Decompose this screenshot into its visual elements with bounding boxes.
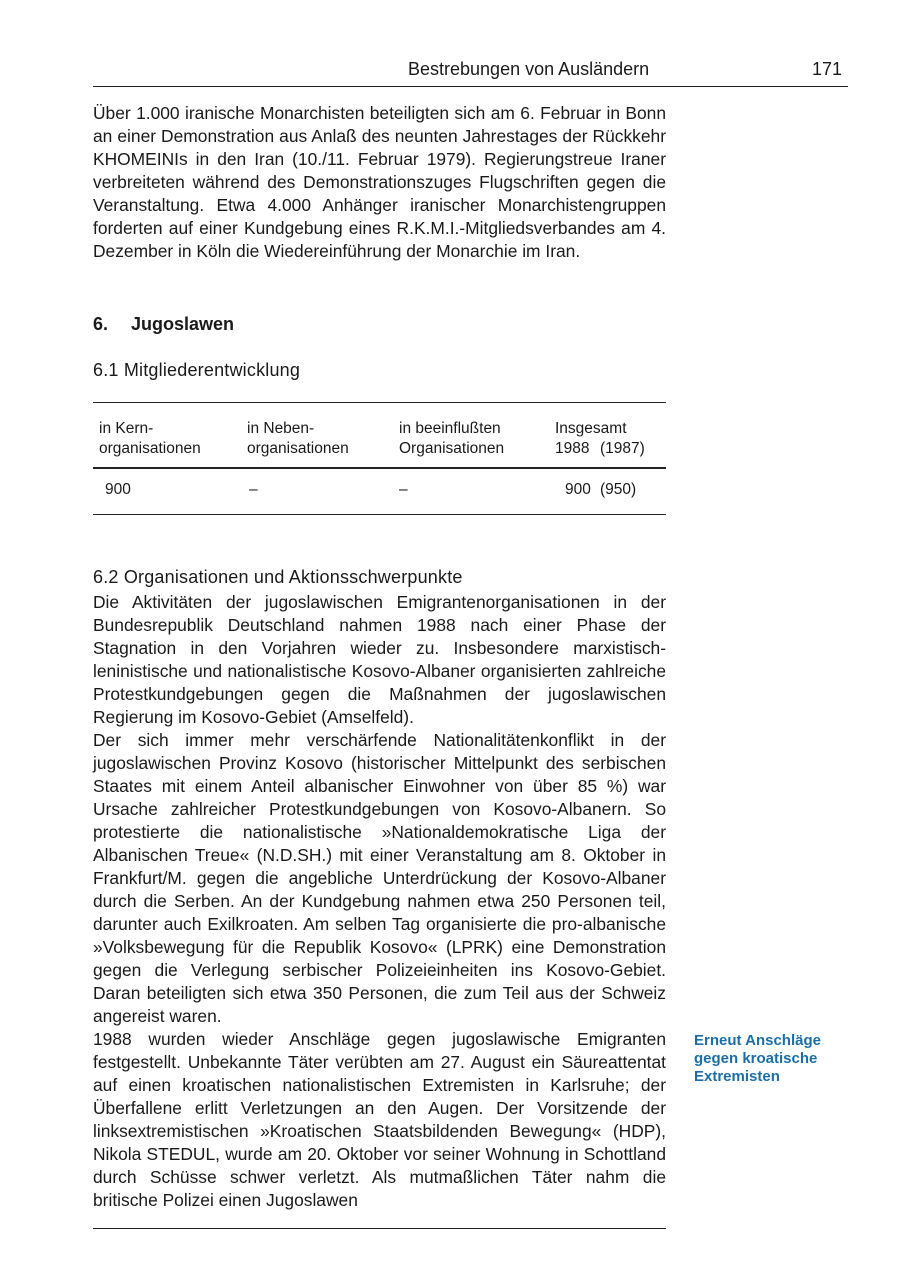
header-kern-line2: organisationen — [99, 440, 201, 457]
section-heading — [93, 314, 234, 335]
header-neben-line1: in Neben- — [247, 420, 315, 437]
header-total — [555, 419, 665, 459]
section-number: 6. — [93, 314, 109, 334]
header-year: 1988 — [555, 440, 590, 457]
cell-neben: – — [249, 481, 258, 498]
margin-note: Erneut Anschläge gegen kroatische Extremisten — [694, 1032, 821, 1085]
running-title: Bestrebungen von Ausländern — [408, 59, 650, 79]
cell-kern: 900 — [105, 481, 131, 498]
organisations-section — [93, 591, 666, 1212]
cell-total: 900 — [565, 481, 591, 498]
table-top-rule — [93, 402, 666, 403]
table-header-rule — [93, 467, 666, 469]
page-number: 171 — [811, 59, 842, 79]
header-kern-line1: in Kern- — [99, 420, 154, 437]
intro-section — [93, 102, 666, 263]
table-bottom-rule — [93, 514, 666, 515]
cell-prev-total: (950) — [600, 481, 637, 498]
paragraph-activities: Die Aktivitäten der jugoslawischen Emigrantenorganisationen in der Bundesrepublik Deutschland nahmen 1988 nach einer Phase der Stagnation in den Vorjahren wieder zu. Insbesondere marxistisch-leninistische und nationalistische Kosovo-Albaner organisierten zahlreiche Protestkundgebungen gegen die Maßnahmen der jugoslawischen Regierung im Kosovo-Gebiet (Amselfeld). — [93, 592, 666, 727]
intro-paragraph: Über 1.000 iranische Monarchisten beteiligten sich am 6. Februar in Bonn an einer Demonstration aus Anlaß des neunten Jahrestages der Rückkehr KHOMEINIs in den Iran (10./11. Februar 1979). Regierungstreue Iraner verbreiteten während des Demonstrationszuges Flugschriften gegen die Veranstaltung. Etwa 4.000 Anhänger iranischer Monarchistengruppen forderten auf einer Kundgebung eines R.K.M.I.-Mitgliedsverbandes am 4. Dezember in Köln die Wiedereinführung der Monarchie im Iran. — [93, 103, 666, 261]
header-neben — [247, 419, 349, 459]
subsection-heading-organisations: 6.2 Organisationen und Aktionsschwerpunkte — [93, 567, 463, 587]
membership-table — [93, 402, 666, 515]
header-beeinflusst-line1: in beeinflußten — [399, 420, 501, 437]
header-beeinflusst — [399, 419, 504, 459]
paragraph-attacks: 1988 wurden wieder Anschläge gegen jugoslawische Emigranten festgestellt. Unbekannte Täter verübten am 27. August ein Säureattentat auf einen kroatischen nationalistischen Extremisten in Karlsruhe; der Überfallene erlitt Verletzungen an den Augen. Der Vorsitzende der linksextremistischen »Kroatischen Staatsbildenden Bewegung« (HDP), Nikola STEDUL, wurde am 20. Oktober vor seiner Wohnung in Schottland durch Schüsse schwer verletzt. Als mutmaßlichen Täter nahm die britische Polizei einen Jugoslawen — [93, 1029, 666, 1210]
header-prev-year: (1987) — [600, 440, 645, 457]
header-kern — [99, 419, 201, 459]
footer-rule — [93, 1228, 666, 1229]
cell-beeinflusst: – — [399, 481, 408, 498]
section-title: Jugoslawen — [131, 314, 235, 334]
page-header — [93, 56, 848, 87]
header-total-line1: Insgesamt — [555, 420, 627, 437]
header-beeinflusst-line2: Organisationen — [399, 440, 505, 457]
paragraph-kosovo-conflict: Der sich immer mehr verschärfende Nationalitätenkonflikt in der jugoslawischen Provinz Kosovo (historischer Mittelpunkt des serbischen Staates mit einem Anteil albanischer Einwohner von über 85 %) war Ursache zahlreicher Protestkundgebungen von Kosovo-Albanern. So protestierte die nationalistische »Nationaldemokratische Liga der Albanischen Treue« (N.D.SH.) mit einer Veranstaltung am 8. Oktober in Frankfurt/M. gegen die angebliche Unterdrückung der Kosovo-Albaner durch die Serben. An der Kundgebung nahmen etwa 250 Personen teil, darunter auch Exilkroaten. Am selben Tag organisierte die pro-albanische »Volksbewegung für die Republik Kosovo« (LPRK) eine Demonstration gegen die Verlegung serbischer Polizeieinheiten ins Kosovo-Gebiet. Daran beteiligten sich etwa 350 Personen, die zum Teil aus der Schweiz angereist waren. — [93, 730, 666, 1026]
subsection-heading-membership: 6.1 Mitgliederentwicklung — [93, 360, 301, 380]
header-neben-line2: organisationen — [247, 440, 349, 457]
